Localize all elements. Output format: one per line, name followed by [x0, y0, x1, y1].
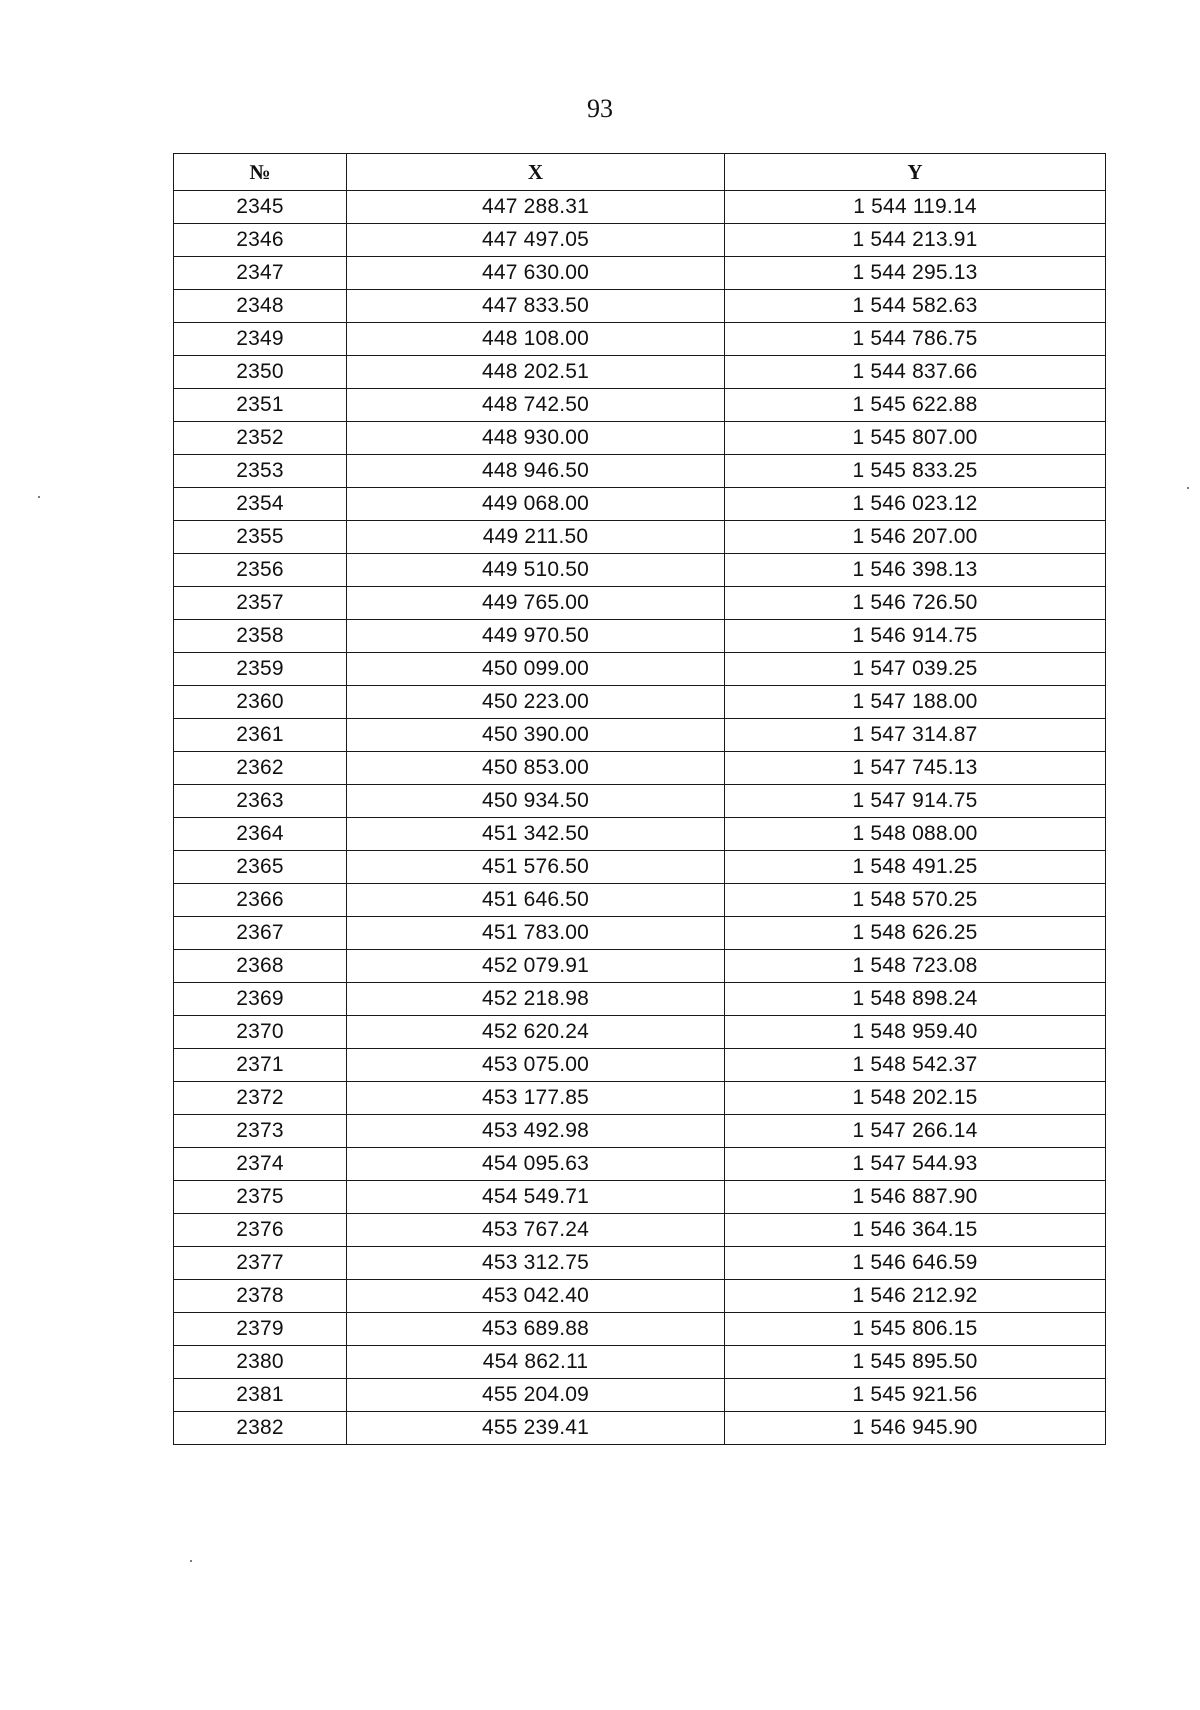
point-number-cell: 2373	[174, 1115, 347, 1148]
y-coordinate-cell: 1 547 314.87	[725, 719, 1106, 752]
y-coordinate-cell: 1 545 807.00	[725, 422, 1106, 455]
x-coordinate-cell: 453 689.88	[347, 1313, 725, 1346]
y-coordinate-cell: 1 546 646.59	[725, 1247, 1106, 1280]
table-row	[174, 983, 1106, 1016]
point-number-cell: 2360	[174, 686, 347, 719]
y-coordinate-cell: 1 548 626.25	[725, 917, 1106, 950]
y-coordinate-cell: 1 548 570.25	[725, 884, 1106, 917]
x-coordinate-cell: 452 620.24	[347, 1016, 725, 1049]
y-coordinate-cell: 1 548 088.00	[725, 818, 1106, 851]
y-coordinate-cell: 1 546 023.12	[725, 488, 1106, 521]
y-coordinate-cell: 1 547 188.00	[725, 686, 1106, 719]
scan-speck	[38, 496, 40, 498]
x-coordinate-cell: 450 390.00	[347, 719, 725, 752]
page-number: 93	[587, 94, 613, 123]
y-coordinate-cell: 1 545 622.88	[725, 389, 1106, 422]
point-number-cell: 2358	[174, 620, 347, 653]
table-row	[174, 1082, 1106, 1115]
y-coordinate-cell: 1 547 914.75	[725, 785, 1106, 818]
table-row	[174, 1049, 1106, 1082]
x-coordinate-cell: 452 218.98	[347, 983, 725, 1016]
y-coordinate-cell: 1 547 745.13	[725, 752, 1106, 785]
table-row	[174, 653, 1106, 686]
y-coordinate-cell: 1 546 887.90	[725, 1181, 1106, 1214]
table-row	[174, 191, 1106, 224]
point-number-cell: 2350	[174, 356, 347, 389]
table-row	[174, 1148, 1106, 1181]
point-number-cell: 2349	[174, 323, 347, 356]
point-number-cell: 2370	[174, 1016, 347, 1049]
point-number-cell: 2367	[174, 917, 347, 950]
point-number-cell: 2362	[174, 752, 347, 785]
table-row	[174, 521, 1106, 554]
column-header-x: X	[347, 154, 725, 191]
y-coordinate-cell: 1 546 212.92	[725, 1280, 1106, 1313]
table-row	[174, 356, 1106, 389]
table-row	[174, 1181, 1106, 1214]
point-number-cell: 2354	[174, 488, 347, 521]
y-coordinate-cell: 1 545 895.50	[725, 1346, 1106, 1379]
point-number-cell: 2369	[174, 983, 347, 1016]
table-row	[174, 1379, 1106, 1412]
table-row	[174, 1247, 1106, 1280]
x-coordinate-cell: 447 833.50	[347, 290, 725, 323]
table-row	[174, 1280, 1106, 1313]
y-coordinate-cell: 1 547 039.25	[725, 653, 1106, 686]
x-coordinate-cell: 448 108.00	[347, 323, 725, 356]
table-row	[174, 752, 1106, 785]
column-header-y: Y	[725, 154, 1106, 191]
point-number-cell: 2363	[174, 785, 347, 818]
table-row	[174, 323, 1106, 356]
x-coordinate-cell: 450 223.00	[347, 686, 725, 719]
x-coordinate-cell: 447 630.00	[347, 257, 725, 290]
point-number-cell: 2355	[174, 521, 347, 554]
x-coordinate-cell: 453 492.98	[347, 1115, 725, 1148]
y-coordinate-cell: 1 545 921.56	[725, 1379, 1106, 1412]
x-coordinate-cell: 449 510.50	[347, 554, 725, 587]
point-number-cell: 2378	[174, 1280, 347, 1313]
x-coordinate-cell: 454 862.11	[347, 1346, 725, 1379]
table-row	[174, 1346, 1106, 1379]
point-number-cell: 2366	[174, 884, 347, 917]
x-coordinate-cell: 453 767.24	[347, 1214, 725, 1247]
point-number-cell: 2356	[174, 554, 347, 587]
x-coordinate-cell: 449 211.50	[347, 521, 725, 554]
point-number-cell: 2353	[174, 455, 347, 488]
x-coordinate-cell: 455 204.09	[347, 1379, 725, 1412]
x-coordinate-cell: 453 177.85	[347, 1082, 725, 1115]
point-number-cell: 2352	[174, 422, 347, 455]
x-coordinate-cell: 455 239.41	[347, 1412, 725, 1445]
table-row	[174, 1412, 1106, 1445]
y-coordinate-cell: 1 548 898.24	[725, 983, 1106, 1016]
point-number-cell: 2365	[174, 851, 347, 884]
y-coordinate-cell: 1 547 266.14	[725, 1115, 1106, 1148]
y-coordinate-cell: 1 544 213.91	[725, 224, 1106, 257]
y-coordinate-cell: 1 547 544.93	[725, 1148, 1106, 1181]
y-coordinate-cell: 1 548 723.08	[725, 950, 1106, 983]
y-coordinate-cell: 1 546 945.90	[725, 1412, 1106, 1445]
x-coordinate-cell: 449 068.00	[347, 488, 725, 521]
y-coordinate-cell: 1 545 806.15	[725, 1313, 1106, 1346]
table-row	[174, 488, 1106, 521]
table-row	[174, 884, 1106, 917]
point-number-cell: 2368	[174, 950, 347, 983]
y-coordinate-cell: 1 548 491.25	[725, 851, 1106, 884]
x-coordinate-cell: 454 095.63	[347, 1148, 725, 1181]
point-number-cell: 2371	[174, 1049, 347, 1082]
y-coordinate-cell: 1 544 837.66	[725, 356, 1106, 389]
point-number-cell: 2364	[174, 818, 347, 851]
x-coordinate-cell: 450 853.00	[347, 752, 725, 785]
coordinates-table	[173, 153, 1106, 1445]
point-number-cell: 2374	[174, 1148, 347, 1181]
x-coordinate-cell: 451 783.00	[347, 917, 725, 950]
table-row	[174, 950, 1106, 983]
table-row	[174, 554, 1106, 587]
table-row	[174, 1115, 1106, 1148]
x-coordinate-cell: 448 202.51	[347, 356, 725, 389]
x-coordinate-cell: 451 646.50	[347, 884, 725, 917]
y-coordinate-cell: 1 548 959.40	[725, 1016, 1106, 1049]
y-coordinate-cell: 1 546 207.00	[725, 521, 1106, 554]
scan-speck	[190, 1560, 192, 1562]
x-coordinate-cell: 448 946.50	[347, 455, 725, 488]
x-coordinate-cell: 451 576.50	[347, 851, 725, 884]
x-coordinate-cell: 449 970.50	[347, 620, 725, 653]
table-row	[174, 587, 1106, 620]
x-coordinate-cell: 450 099.00	[347, 653, 725, 686]
x-coordinate-cell: 454 549.71	[347, 1181, 725, 1214]
table-row	[174, 818, 1106, 851]
point-number-cell: 2359	[174, 653, 347, 686]
table-row	[174, 1313, 1106, 1346]
y-coordinate-cell: 1 546 364.15	[725, 1214, 1106, 1247]
table-row	[174, 224, 1106, 257]
y-coordinate-cell: 1 546 726.50	[725, 587, 1106, 620]
table-row	[174, 257, 1106, 290]
table-row	[174, 1016, 1106, 1049]
x-coordinate-cell: 449 765.00	[347, 587, 725, 620]
y-coordinate-cell: 1 544 582.63	[725, 290, 1106, 323]
y-coordinate-cell: 1 545 833.25	[725, 455, 1106, 488]
x-coordinate-cell: 447 497.05	[347, 224, 725, 257]
point-number-cell: 2379	[174, 1313, 347, 1346]
x-coordinate-cell: 453 075.00	[347, 1049, 725, 1082]
point-number-cell: 2345	[174, 191, 347, 224]
y-coordinate-cell: 1 546 914.75	[725, 620, 1106, 653]
table-row	[174, 785, 1106, 818]
x-coordinate-cell: 451 342.50	[347, 818, 725, 851]
x-coordinate-cell: 453 042.40	[347, 1280, 725, 1313]
x-coordinate-cell: 452 079.91	[347, 950, 725, 983]
x-coordinate-cell: 448 742.50	[347, 389, 725, 422]
column-header-number: №	[174, 154, 347, 191]
table-row	[174, 290, 1106, 323]
point-number-cell: 2375	[174, 1181, 347, 1214]
x-coordinate-cell: 453 312.75	[347, 1247, 725, 1280]
table-row	[174, 851, 1106, 884]
scan-speck	[1187, 487, 1189, 489]
point-number-cell: 2361	[174, 719, 347, 752]
y-coordinate-cell: 1 544 786.75	[725, 323, 1106, 356]
point-number-cell: 2377	[174, 1247, 347, 1280]
y-coordinate-cell: 1 548 542.37	[725, 1049, 1106, 1082]
point-number-cell: 2348	[174, 290, 347, 323]
table-header-row	[174, 154, 1106, 191]
table-row	[174, 719, 1106, 752]
table-row	[174, 686, 1106, 719]
table-row	[174, 620, 1106, 653]
y-coordinate-cell: 1 546 398.13	[725, 554, 1106, 587]
point-number-cell: 2372	[174, 1082, 347, 1115]
point-number-cell: 2347	[174, 257, 347, 290]
point-number-cell: 2376	[174, 1214, 347, 1247]
x-coordinate-cell: 447 288.31	[347, 191, 725, 224]
point-number-cell: 2382	[174, 1412, 347, 1445]
y-coordinate-cell: 1 544 295.13	[725, 257, 1106, 290]
point-number-cell: 2381	[174, 1379, 347, 1412]
y-coordinate-cell: 1 544 119.14	[725, 191, 1106, 224]
table-row	[174, 917, 1106, 950]
x-coordinate-cell: 448 930.00	[347, 422, 725, 455]
x-coordinate-cell: 450 934.50	[347, 785, 725, 818]
point-number-cell: 2357	[174, 587, 347, 620]
table-row	[174, 389, 1106, 422]
table-row	[174, 422, 1106, 455]
table-row	[174, 455, 1106, 488]
table-body	[174, 191, 1106, 1445]
table-row	[174, 1214, 1106, 1247]
point-number-cell: 2351	[174, 389, 347, 422]
point-number-cell: 2346	[174, 224, 347, 257]
point-number-cell: 2380	[174, 1346, 347, 1379]
y-coordinate-cell: 1 548 202.15	[725, 1082, 1106, 1115]
